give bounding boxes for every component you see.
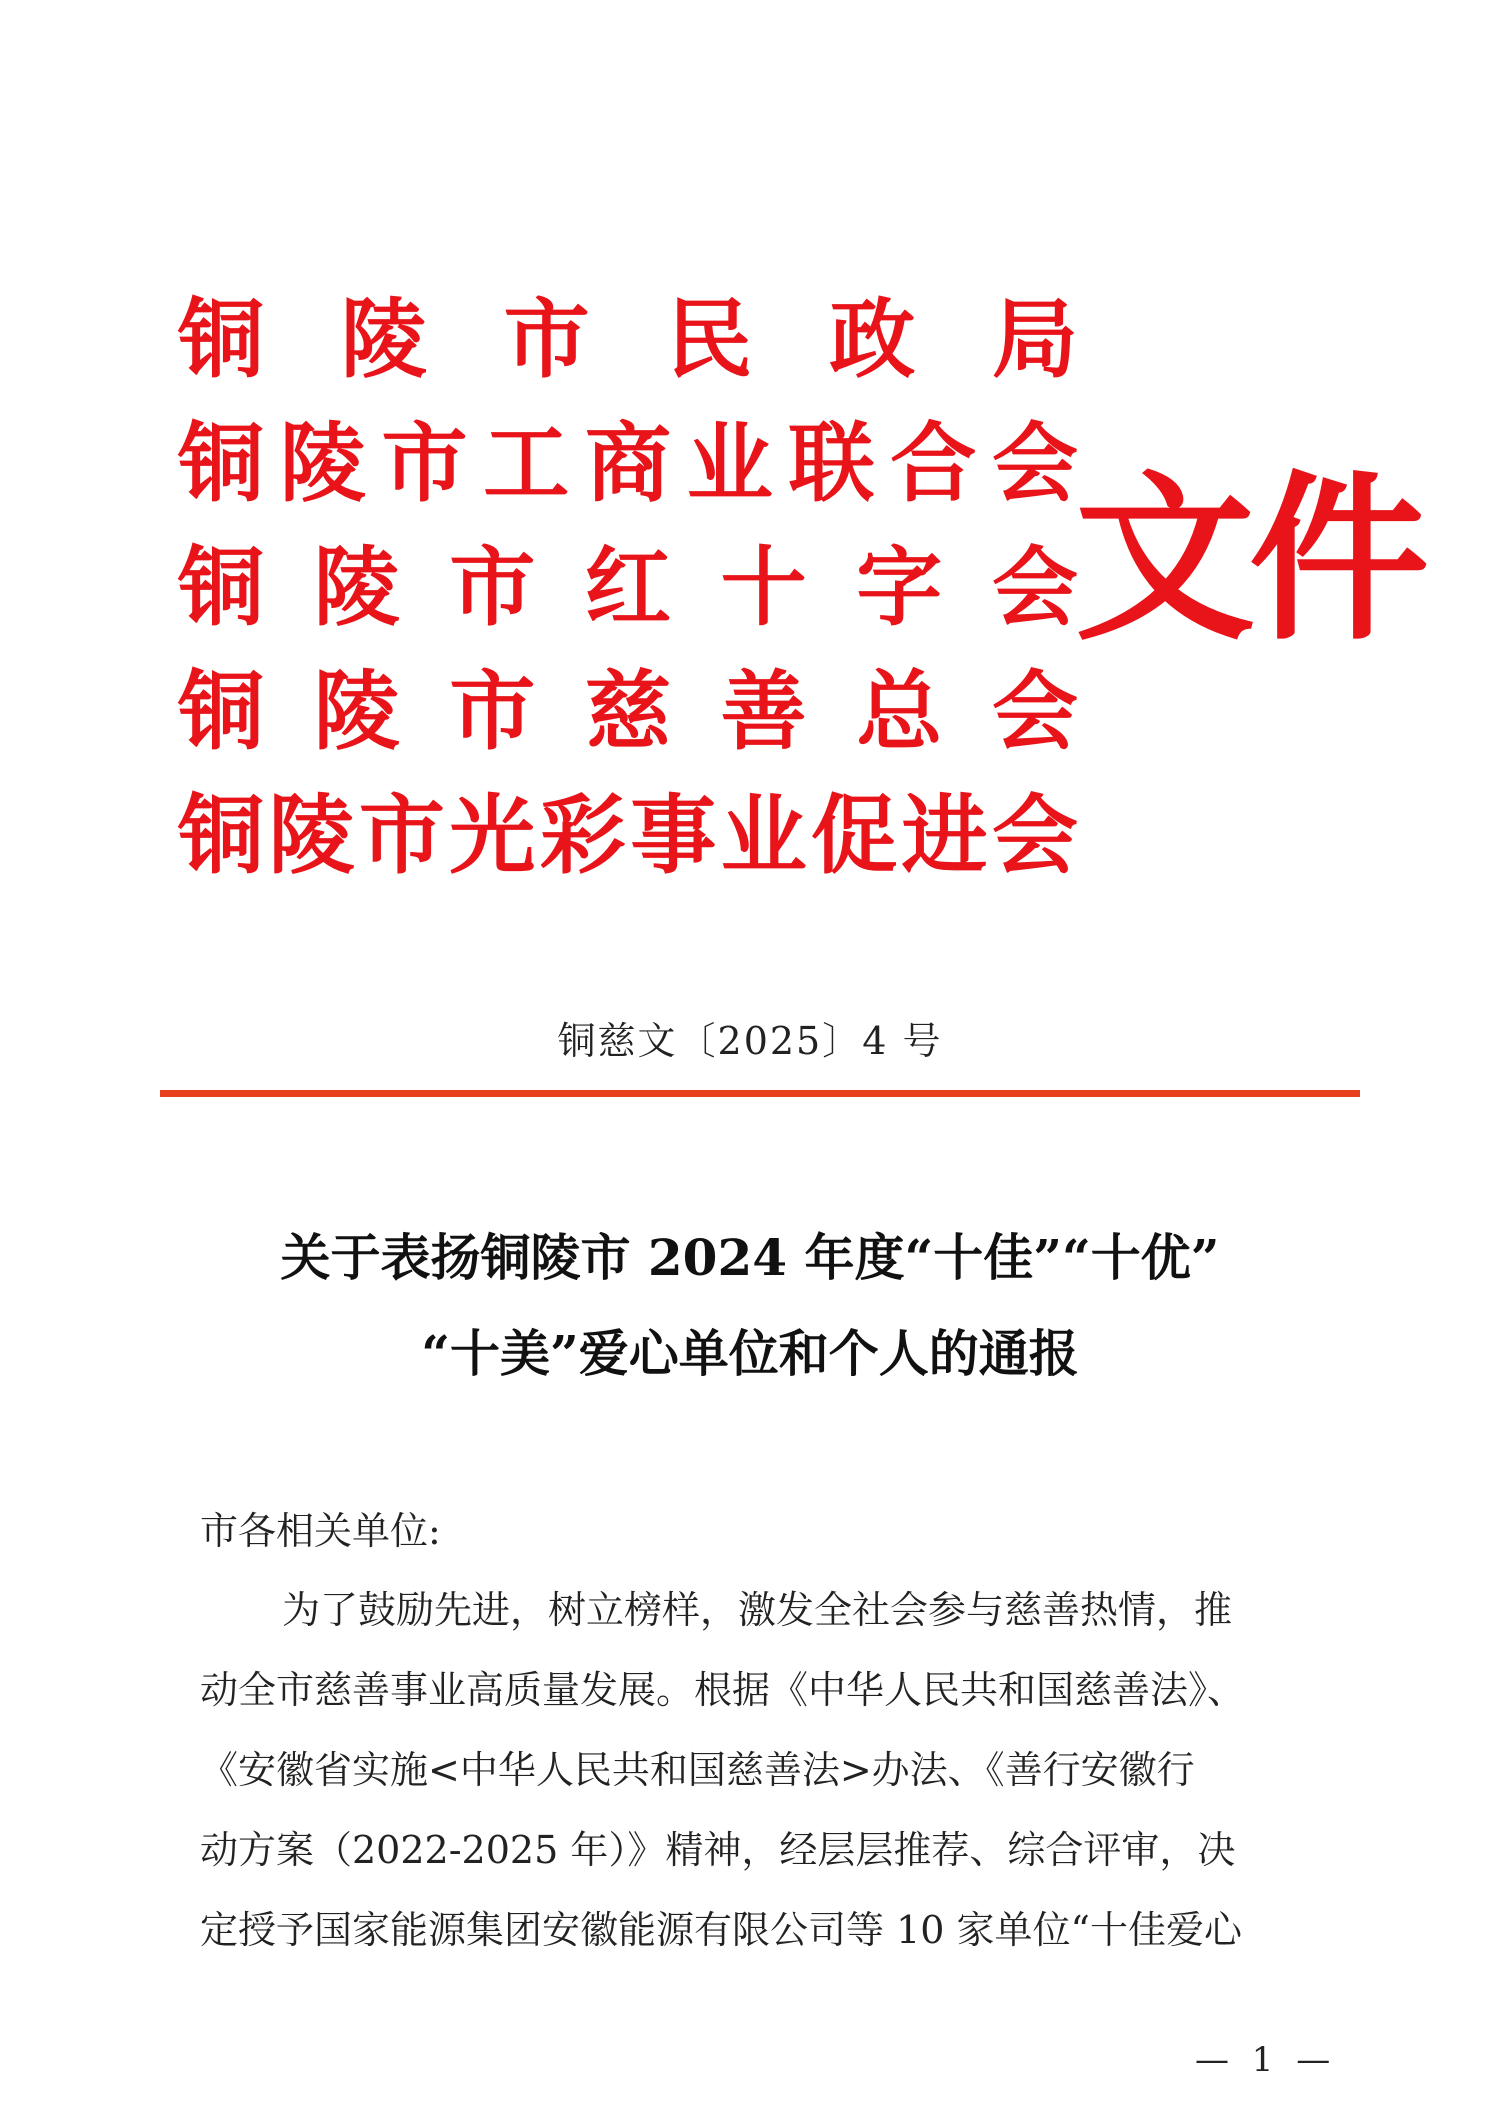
salutation: 市各相关单位: (200, 1509, 441, 1553)
body-paragraph (200, 1570, 1300, 1970)
doc-type-label: 文件 (1075, 454, 1424, 665)
organization-name: 铜 陵 市 工 商 业 联 合 会 (178, 414, 1078, 514)
page-number: — 1 — (1195, 2040, 1337, 2080)
organization-name: 铜 陵 市 红 十 字 会 (178, 538, 1078, 638)
organization-name: 铜 陵 市 民 政 局 (178, 290, 1078, 390)
title-line-1: 关于表扬铜陵市 2024 年度“十佳”“十优” (280, 1228, 1220, 1287)
title-line-2: “十美”爱心单位和个人的通报 (421, 1324, 1079, 1383)
document-title (0, 1210, 1500, 1402)
body-line: 《安徽省实施<中华人民共和国慈善法>办法、《善行安徽行 (200, 1748, 1195, 1792)
document-number: 铜慈文〔2025〕4 号 (557, 1019, 943, 1063)
organization-name: 铜 陵 市 慈 善 总 会 (178, 662, 1078, 762)
body-line: 定授予国家能源集团安徽能源有限公司等 10 家单位“十佳爱心 (200, 1908, 1242, 1952)
body-line: 动全市慈善事业高质量发展。根据《中华人民共和国慈善法》、 (200, 1668, 1246, 1712)
red-divider-line (160, 1090, 1360, 1097)
issuing-organizations (178, 278, 1078, 898)
body-line: 为了鼓励先进，树立榜样，激发全社会参与慈善热情，推 (282, 1588, 1233, 1632)
organization-name: 铜 陵 市 光 彩 事 业 促 进 会 (178, 786, 1078, 886)
body-line: 动方案（2022-2025 年）》精神，经层层推荐、综合评审，决 (200, 1828, 1236, 1872)
